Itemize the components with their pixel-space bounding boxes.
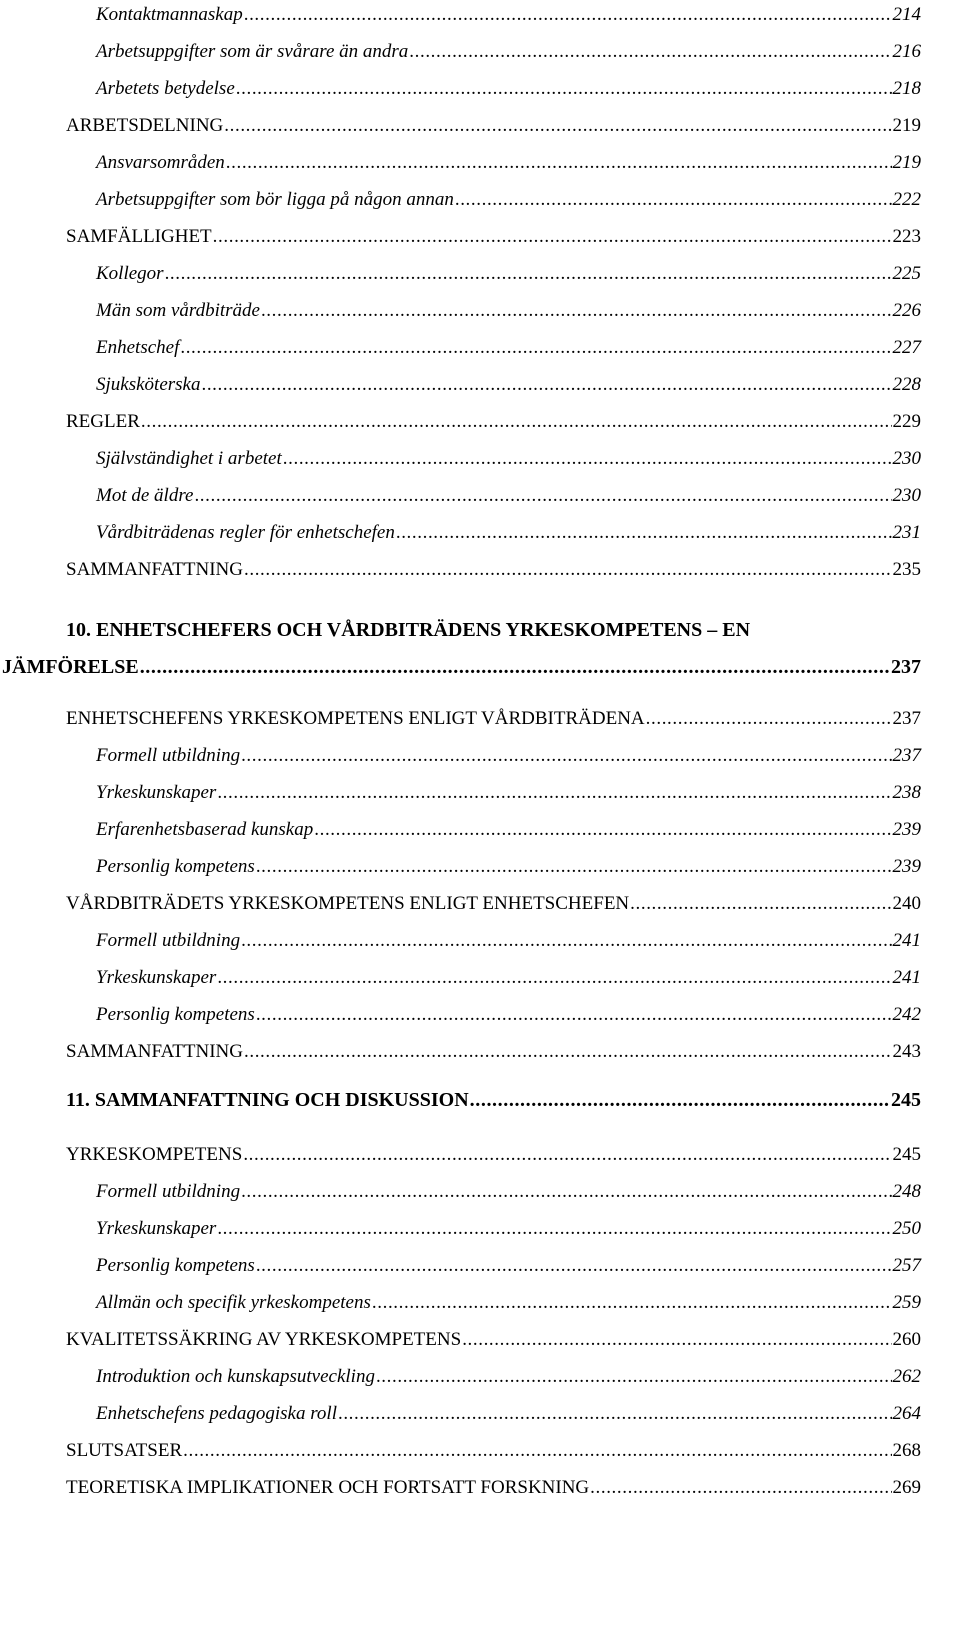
- page-number: 230: [892, 448, 921, 469]
- dot-leader: [409, 39, 891, 59]
- dot-leader: [283, 446, 892, 466]
- entry-title: Män som vårdbiträde: [96, 300, 260, 321]
- dot-leader: [236, 76, 892, 96]
- entry-title: Allmän och specifik yrkeskompetens: [96, 1292, 371, 1313]
- dot-leader: [180, 335, 891, 355]
- entry-title: Erfarenhetsbaserad kunskap: [96, 819, 314, 840]
- toc-entry[interactable]: [96, 1247, 921, 1277]
- entry-title: SLUTSATSER: [66, 1440, 183, 1461]
- entry-title: Självständighet i arbetet: [96, 448, 282, 469]
- page-number: 214: [892, 4, 921, 25]
- toc-entry[interactable]: [96, 366, 921, 396]
- dot-leader: [244, 557, 892, 577]
- entry-title: Sjuksköterska: [96, 374, 201, 395]
- dot-leader: [630, 891, 891, 911]
- toc-entry[interactable]: [96, 1284, 921, 1314]
- toc-entry[interactable]: [96, 255, 921, 285]
- page-number: 269: [892, 1477, 921, 1498]
- entry-title: ENHETSCHEFENS YRKESKOMPETENS ENLIGT VÅRDBITRÄDENA: [66, 708, 645, 729]
- dot-leader: [261, 298, 892, 318]
- entry-title: VÅRDBITRÄDETS YRKESKOMPETENS ENLIGT ENHETSCHEFEN: [66, 893, 630, 914]
- page-number: 260: [892, 1329, 921, 1350]
- entry-title: Introduktion och kunskapsutveckling: [96, 1366, 375, 1387]
- entry-title: 11. SAMMANFATTNING OCH DISKUSSION: [66, 1089, 469, 1111]
- toc-entry[interactable]: [96, 514, 921, 544]
- dot-leader: [140, 655, 890, 675]
- page-number: 240: [892, 893, 921, 914]
- entry-title: Kontaktmannaskap: [96, 4, 243, 25]
- dot-leader: [590, 1475, 891, 1495]
- dot-leader: [372, 1290, 892, 1310]
- page-number: 225: [892, 263, 921, 284]
- page-number: 226: [892, 300, 921, 321]
- page-number: 245: [892, 1144, 921, 1165]
- dot-leader: [244, 2, 892, 22]
- toc-entry[interactable]: [96, 33, 921, 63]
- toc-entry[interactable]: [96, 959, 921, 989]
- page-number: 245: [891, 1089, 921, 1111]
- dot-leader: [376, 1364, 892, 1384]
- dot-leader: [224, 113, 891, 133]
- page-number: 241: [892, 930, 921, 951]
- toc-entry[interactable]: [96, 329, 921, 359]
- entry-title: Arbetsuppgifter som är svårare än andra: [96, 41, 409, 62]
- page-number: 218: [892, 78, 921, 99]
- page-number: 264: [892, 1403, 921, 1424]
- toc-entry[interactable]: [96, 70, 921, 100]
- toc-entry[interactable]: [66, 1321, 921, 1351]
- page-number: 248: [892, 1181, 921, 1202]
- dot-leader: [217, 780, 891, 800]
- dot-leader: [217, 965, 891, 985]
- entry-title: SAMFÄLLIGHET: [66, 226, 212, 247]
- toc-entry[interactable]: [96, 737, 921, 767]
- page-number: 227: [892, 337, 921, 358]
- entry-title: Mot de äldre: [96, 485, 194, 506]
- entry-title: Kollegor: [96, 263, 164, 284]
- toc-entry[interactable]: [96, 1173, 921, 1203]
- toc-entry[interactable]: [66, 107, 921, 137]
- dot-leader: [462, 1327, 891, 1347]
- toc-entry[interactable]: [2, 649, 921, 679]
- dot-leader: [213, 224, 892, 244]
- dot-leader: [256, 854, 892, 874]
- toc-entry[interactable]: [66, 1136, 921, 1166]
- entry-title: Personlig kompetens: [96, 1004, 255, 1025]
- page-number: 228: [892, 374, 921, 395]
- entry-title: REGLER: [66, 411, 140, 432]
- toc-entry[interactable]: [96, 1358, 921, 1388]
- page-number: 216: [892, 41, 921, 62]
- toc-entry[interactable]: [96, 848, 921, 878]
- toc-entry[interactable]: [96, 996, 921, 1026]
- entry-title: Formell utbildning: [96, 930, 241, 951]
- toc-entry[interactable]: [96, 477, 921, 507]
- entry-title: JÄMFÖRELSE: [2, 656, 139, 678]
- toc-entry[interactable]: [96, 292, 921, 322]
- entry-title: YRKESKOMPETENS: [66, 1144, 243, 1165]
- page-number: 237: [891, 656, 921, 678]
- toc-entry[interactable]: [66, 1469, 921, 1499]
- entry-title: Personlig kompetens: [96, 1255, 255, 1276]
- dot-leader: [244, 1039, 892, 1059]
- dot-leader: [314, 817, 891, 837]
- dot-leader: [226, 150, 892, 170]
- page-number: 238: [892, 782, 921, 803]
- entry-title: Yrkeskunskaper: [96, 1218, 217, 1239]
- entry-title: KVALITETSSÄKRING AV YRKESKOMPETENS: [66, 1329, 462, 1350]
- entry-title: ARBETSDELNING: [66, 115, 224, 136]
- dot-leader: [217, 1216, 891, 1236]
- page-number: 259: [892, 1292, 921, 1313]
- page-number: 242: [892, 1004, 921, 1025]
- entry-title: Arbetsuppgifter som bör ligga på någon annan: [96, 189, 454, 210]
- page-number: 219: [892, 152, 921, 173]
- toc-entry[interactable]: [96, 922, 921, 952]
- page-number: 230: [892, 485, 921, 506]
- page-number: 231: [892, 522, 921, 543]
- toc-entry[interactable]: [66, 700, 921, 730]
- dot-leader: [256, 1253, 892, 1273]
- dot-leader: [241, 743, 891, 763]
- dot-leader: [646, 706, 892, 726]
- entry-title: Yrkeskunskaper: [96, 782, 217, 803]
- toc-entry[interactable]: [66, 218, 921, 248]
- dot-leader: [455, 187, 892, 207]
- page-number: 239: [892, 819, 921, 840]
- entry-title: Ansvarsområden: [96, 152, 225, 173]
- toc-entry[interactable]: [66, 885, 921, 915]
- entry-title: Formell utbildning: [96, 745, 241, 766]
- dot-leader: [243, 1142, 891, 1162]
- toc-entry[interactable]: [96, 440, 921, 470]
- toc-entry[interactable]: [66, 1432, 921, 1462]
- entry-title: SAMMANFATTNING: [66, 1041, 243, 1062]
- toc-entry[interactable]: [96, 1210, 921, 1240]
- entry-title: Enhetschef: [96, 337, 180, 358]
- dot-leader: [396, 520, 892, 540]
- toc-entry[interactable]: [96, 1395, 921, 1425]
- dot-leader: [338, 1401, 892, 1421]
- dot-leader: [241, 1179, 891, 1199]
- page-number: 243: [892, 1041, 921, 1062]
- entry-title: SAMMANFATTNING: [66, 559, 243, 580]
- toc-entry[interactable]: [66, 1082, 921, 1112]
- page-number: 237: [892, 745, 921, 766]
- entry-title: TEORETISKA IMPLIKATIONER OCH FORTSATT FORSKNING: [66, 1477, 590, 1498]
- page-number: 239: [892, 856, 921, 877]
- dot-leader: [470, 1088, 890, 1108]
- page-number: 229: [892, 411, 921, 432]
- page-number: 257: [892, 1255, 921, 1276]
- page-number: 222: [892, 189, 921, 210]
- toc-entry[interactable]: [66, 403, 921, 433]
- dot-leader: [241, 928, 891, 948]
- page-number: 268: [892, 1440, 921, 1461]
- entry-title: Enhetschefens pedagogiska roll: [96, 1403, 337, 1424]
- toc-entry[interactable]: [66, 551, 921, 581]
- page-number: 223: [892, 226, 921, 247]
- toc-entry[interactable]: [96, 144, 921, 174]
- toc-entry[interactable]: [96, 181, 921, 211]
- dot-leader: [141, 409, 892, 429]
- chapter-heading-line[interactable]: [66, 612, 921, 642]
- page-number: 241: [892, 967, 921, 988]
- dot-leader: [201, 372, 891, 392]
- dot-leader: [183, 1438, 891, 1458]
- page-number: 219: [892, 115, 921, 136]
- entry-title: Formell utbildning: [96, 1181, 241, 1202]
- dot-leader: [256, 1002, 892, 1022]
- toc-entry[interactable]: [96, 811, 921, 841]
- toc-entry[interactable]: [96, 774, 921, 804]
- entry-title: Arbetets betydelse: [96, 78, 235, 99]
- toc-entry[interactable]: [96, 0, 921, 26]
- entry-title: Personlig kompetens: [96, 856, 255, 877]
- page-number: 235: [892, 559, 921, 580]
- entry-title: Yrkeskunskaper: [96, 967, 217, 988]
- page-number: 237: [892, 708, 921, 729]
- entry-title: Vårdbiträdenas regler för enhetschefen: [96, 522, 395, 543]
- chapter-title: 10. ENHETSCHEFERS OCH VÅRDBITRÄDENS YRKESKOMPETENS – EN: [66, 619, 751, 641]
- dot-leader: [165, 261, 892, 281]
- page-number: 250: [892, 1218, 921, 1239]
- dot-leader: [194, 483, 891, 503]
- toc-entry[interactable]: [66, 1033, 921, 1063]
- page-number: 262: [892, 1366, 921, 1387]
